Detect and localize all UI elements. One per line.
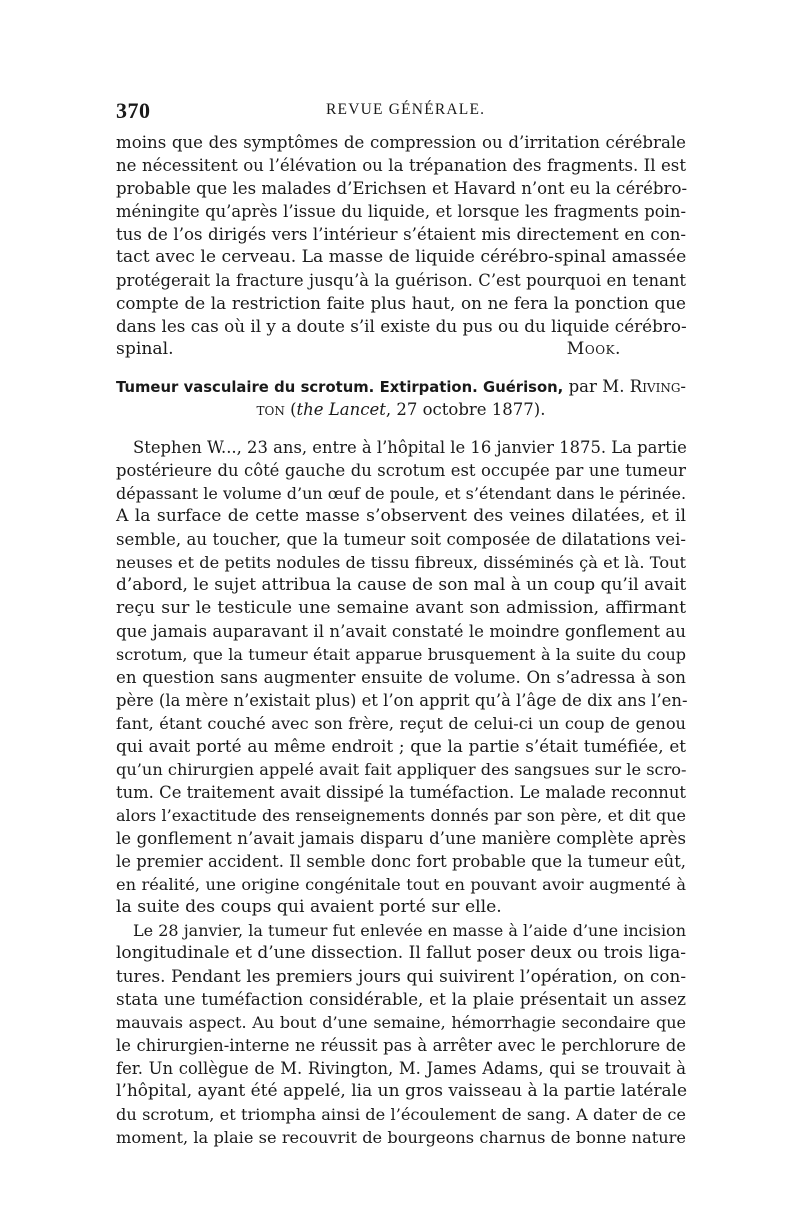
text-line: qui avait porté au même endroit ; que la partie s’était tuméfiée, et xyxy=(116,736,686,756)
text-line: A la surface de cette masse s’observent des veines dilatées, et il xyxy=(116,506,686,526)
page-number: 370 xyxy=(116,98,151,123)
text-line: que jamais auparavant il n’avait constaté le moindre gonflement au xyxy=(116,622,686,641)
text-line: en question sans augmenter ensuite de volume. On s’adressa à son xyxy=(116,668,686,687)
text-line: Le 28 janvier, la tumeur fut enlevée en masse à l’aide d’une incision xyxy=(133,921,686,940)
text-line: Stephen W..., 23 ans, entre à l’hôpital le 16 janvier 1875. La partie xyxy=(133,438,687,457)
text-line: le premier accident. Il semble donc fort probable que la tumeur eût, xyxy=(116,852,686,871)
text-line: mauvais aspect. Au bout d’une semaine, hémorrhagie secondaire que xyxy=(116,1013,686,1032)
text-line: alors l’exactitude des renseignements donnés par son père, et dit que xyxy=(116,806,686,825)
page-header xyxy=(116,98,686,122)
text-line: père (la mère n’existait plus) et l’on apprit qu’à l’âge de dix ans l’en- xyxy=(116,691,688,710)
text-line: compte de la restriction faite plus haut, on ne fera la ponction que xyxy=(116,293,686,313)
article-author: Riving- xyxy=(629,377,686,396)
text-line: dépassant le volume d’un œuf de poule, et s’étendant dans le périnée. xyxy=(116,484,687,503)
text-line: tact avec le cerveau. La masse de liquide cérébro-spinal amassée xyxy=(116,247,687,267)
text-line: tum. Ce traitement avait dissipé la tuméfaction. Le malade reconnut xyxy=(116,783,686,802)
text-line: probable que les malades d’Erichsen et Havard n’ont eu la cérébro- xyxy=(116,179,688,198)
text-line: protégerait la fracture jusqu’à la guérison. C’est pourquoi en tenant xyxy=(116,271,686,290)
text-line: stata une tuméfaction considérable, et la plaie présentait un assez xyxy=(116,989,686,1009)
text-line: fer. Un collègue de M. Rivington, M. James Adams, qui se trouvait à xyxy=(116,1059,686,1078)
text-line: longitudinale et d’une dissection. Il fallut poser deux ou trois liga- xyxy=(116,943,686,963)
citation-date: 27 octobre 1877). xyxy=(396,400,546,419)
text-line: dans les cas où il y a doute s’il existe du pus ou du liquide cérébro- xyxy=(116,316,687,336)
article-citation: ton (the Lancet, 27 octobre 1877). xyxy=(256,400,546,419)
text-line: scrotum, que la tumeur était apparue brusquement à la suite du coup xyxy=(116,645,686,664)
text-line: la suite des coups qui avaient porté sur elle. xyxy=(116,897,502,917)
text-line: ne nécessitent ou l’élévation ou la trépanation des fragments. Il est xyxy=(116,156,686,175)
text-line: tus de l’os dirigés vers l’intérieur s’étaient mis directement en con- xyxy=(116,225,686,244)
text-line: semble, au toucher, que la tumeur soit composée de dilatations vei- xyxy=(116,530,686,549)
text-line: reçu sur le testicule une semaine avant son admission, affirmant xyxy=(116,598,686,618)
running-head: REVUE GÉNÉRALE. xyxy=(326,101,486,118)
author-signature: Mook. xyxy=(566,339,621,359)
text-line: du scrotum, et triompha ainsi de l’écoulement de sang. A dater de ce xyxy=(116,1105,686,1124)
journal-name: the Lancet xyxy=(296,400,386,419)
text-line: tures. Pendant les premiers jours qui suivirent l’opération, on con- xyxy=(116,966,686,986)
text-line: postérieure du côté gauche du scrotum est occupée par une tumeur xyxy=(116,461,686,480)
text-line: le gonflement n’avait jamais disparu d’une manière complète après xyxy=(116,829,686,848)
text-line: d’abord, le sujet attribua la cause de son mal à un coup qu’il avait xyxy=(116,575,687,595)
text-line: en réalité, une origine congénitale tout en pouvant avoir augmenté à xyxy=(116,875,686,894)
text-line: méningite qu’après l’issue du liquide, et lorsque les fragments poin- xyxy=(116,202,686,221)
article-author-cont: ton xyxy=(256,400,285,419)
text-line: neuses et de petits nodules de tissu fibreux, disséminés çà et là. Tout xyxy=(116,553,686,572)
article-by: par M. xyxy=(568,377,625,396)
text-line: moment, la plaie se recouvrit de bourgeons charnus de bonne nature xyxy=(116,1128,686,1147)
text-line: moins que des symptômes de compression ou d’irritation cérébrale xyxy=(116,133,686,152)
text-line: fant, étant couché avec son frère, reçut de celui-ci un coup de genou xyxy=(116,714,686,733)
text-line: le chirurgien-interne ne réussit pas à arrêter avec le perchlorure de xyxy=(116,1036,686,1055)
article-title-text: Tumeur vasculaire du scrotum. Extirpation. Guérison, xyxy=(116,379,564,396)
text-line: qu’un chirurgien appelé avait fait appliquer des sangsues sur le scro- xyxy=(116,760,687,779)
article-title xyxy=(116,375,686,399)
text-line: spinal. xyxy=(116,339,174,359)
text-line: l’hôpital, ayant été appelé, lia un gros vaisseau à la partie latérale xyxy=(116,1081,688,1101)
